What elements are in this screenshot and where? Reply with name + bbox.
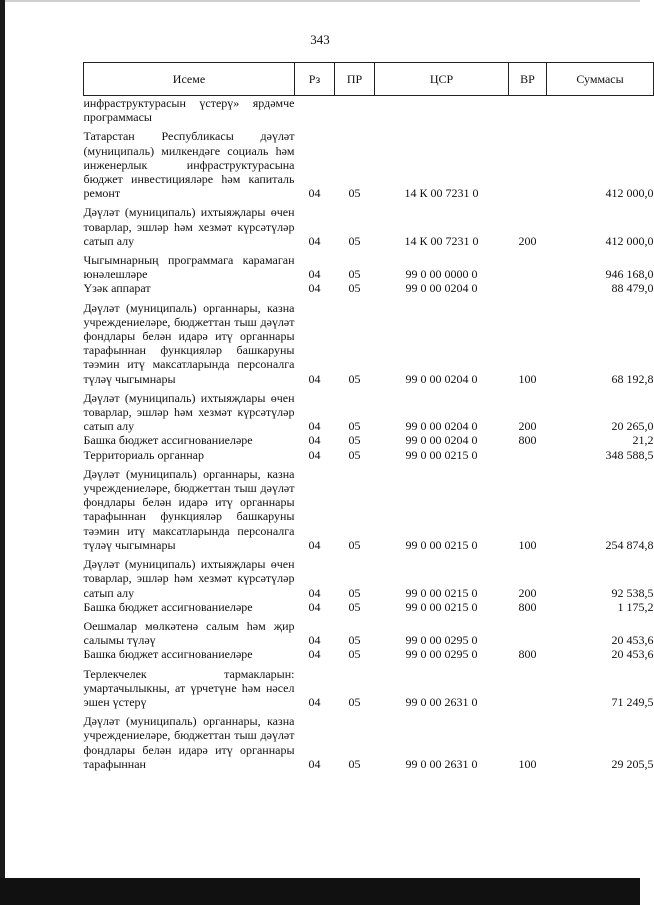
- row-pr: 05: [348, 433, 361, 448]
- row-vr: [509, 124, 547, 200]
- row-sum: 21,2: [632, 433, 654, 448]
- row-rz: 04: [308, 633, 321, 648]
- scan-left-edge: [0, 0, 5, 905]
- table-row: [84, 709, 654, 771]
- row-sum: 71 249,5: [611, 694, 654, 709]
- table-row: [84, 662, 654, 710]
- row-csr: 99 0 00 0215 0: [405, 599, 478, 614]
- row-csr: 99 0 00 0295 0: [405, 647, 478, 662]
- row-pr: 05: [348, 537, 361, 552]
- row-pr: 05: [348, 186, 361, 201]
- row-rz: 04: [308, 233, 321, 248]
- row-vr: 100: [518, 371, 537, 386]
- row-pr: 05: [348, 647, 361, 662]
- budget-table: [83, 62, 654, 771]
- scan-bottom-edge: [0, 878, 640, 905]
- row-sum: 946 168,0: [605, 267, 654, 282]
- row-csr: 99 0 00 0204 0: [405, 371, 478, 386]
- table-row: [84, 296, 654, 386]
- row-sum: 29 205,5: [611, 756, 654, 771]
- page-number: 343: [310, 32, 330, 47]
- row-vr: [509, 281, 547, 295]
- row-rz: 04: [308, 433, 321, 448]
- row-csr: 99 0 00 0215 0: [405, 537, 478, 552]
- row-pr: 05: [348, 371, 361, 386]
- row-vr: 800: [518, 599, 537, 614]
- row-vr: [509, 662, 547, 710]
- row-sum: [547, 96, 654, 125]
- row-name: Дәүләт (муниципаль) ихтыяҗлары өчен товарлар, эшләр һәм хезмәт күрсәтүләр сатып алу: [83, 390, 295, 434]
- row-csr: 99 0 00 0295 0: [405, 633, 478, 648]
- row-rz: 04: [308, 537, 321, 552]
- row-vr: [509, 614, 547, 647]
- row-csr: 14 К 00 7231 0: [404, 233, 479, 248]
- table-row: [84, 386, 654, 434]
- row-rz: 04: [308, 267, 321, 282]
- row-name: Башка бюджет ассигнованиеләре: [83, 433, 253, 448]
- row-pr: 05: [348, 233, 361, 248]
- row-sum: 348 588,5: [605, 447, 654, 462]
- row-pr: 05: [348, 267, 361, 282]
- row-name: Чыгымнарның программага карамаган юнәлешләре: [83, 253, 295, 282]
- row-sum: 1 175,2: [617, 599, 654, 614]
- row-pr: 05: [348, 599, 361, 614]
- row-vr: 200: [518, 419, 537, 434]
- row-rz: 04: [308, 647, 321, 662]
- row-sum: 412 000,0: [605, 186, 654, 201]
- row-csr: 99 0 00 2631 0: [405, 694, 478, 709]
- row-sum: 68 192,8: [611, 371, 654, 386]
- row-sum: 92 538,5: [611, 585, 654, 600]
- row-csr: 99 0 00 0215 0: [405, 585, 478, 600]
- row-vr: [509, 248, 547, 281]
- row-vr: 200: [518, 233, 537, 248]
- header-csr: ЦСР: [375, 63, 509, 96]
- row-sum: 20 453,6: [611, 647, 654, 662]
- row-sum: 20 453,6: [611, 633, 654, 648]
- row-vr: 800: [518, 433, 537, 448]
- row-pr: 05: [348, 585, 361, 600]
- row-pr: 05: [348, 447, 361, 462]
- row-rz: 04: [308, 447, 321, 462]
- row-csr: 99 0 00 0204 0: [405, 281, 478, 296]
- table-row: [84, 281, 654, 295]
- row-sum: 254 874,8: [605, 537, 654, 552]
- header-row: [84, 63, 654, 96]
- row-rz: 04: [308, 186, 321, 201]
- row-csr: 99 0 00 0000 0: [405, 267, 478, 282]
- row-sum: 412 000,0: [605, 233, 654, 248]
- row-rz: 04: [308, 756, 321, 771]
- row-pr: [335, 96, 375, 125]
- table-row: [84, 448, 654, 462]
- row-name: Дәүләт (муниципаль) органнары, казна учреждениеләре, бюджеттан тыш дәүләт фондлары белән идарә итү органнары тарафыннан функцияләр башкаруны тәэмин итү максатларында персоналга түләү чыгымнары: [83, 300, 295, 386]
- table-body: [84, 96, 654, 771]
- header-name: Исеме: [84, 63, 295, 96]
- row-name: Татарстан Республикасы дәүләт (муниципаль) милкендәге социаль һәм инженерлык инфраструктурасына бюджет инвестицияләре һәм капиталь ремонт: [83, 129, 295, 201]
- row-name: Башка бюджет ассигнованиеләре: [83, 647, 253, 662]
- row-vr: [509, 448, 547, 462]
- row-name: Дәүләт (муниципаль) органнары, казна учреждениеләре, бюджеттан тыш дәүләт фондлары белән идарә итү органнары тарафыннан: [83, 714, 295, 771]
- row-name: Башка бюджет ассигнованиеләре: [83, 599, 253, 614]
- table-row: [84, 552, 654, 600]
- table-row: [84, 600, 654, 614]
- row-pr: 05: [348, 419, 361, 434]
- row-rz: 04: [308, 585, 321, 600]
- row-name: Дәүләт (муниципаль) ихтыяҗлары өчен товарлар, эшләр һәм хезмәт күрсәтүләр сатып алу: [83, 205, 295, 248]
- row-vr: [509, 96, 547, 125]
- row-name: Дәүләт (муниципаль) ихтыяҗлары өчен товарлар, эшләр һәм хезмәт күрсәтүләр сатып алу: [83, 557, 295, 600]
- row-rz: 04: [308, 281, 321, 296]
- row-csr: 99 0 00 0204 0: [405, 433, 478, 448]
- row-pr: 05: [348, 694, 361, 709]
- row-vr: 100: [518, 756, 537, 771]
- row-name: Оешмалар мөлкәтенә салым һәм җир салымы түләү: [83, 618, 295, 648]
- row-name: Дәүләт (муниципаль) органнары, казна учреждениеләре, бюджеттан тыш дәүләт фондлары белән идарә итү органнары тарафыннан функцияләр башкаруны тәэмин итү максатларында персоналга түләү чыгымнары: [83, 466, 295, 552]
- row-rz: 04: [308, 371, 321, 386]
- row-vr: 100: [518, 537, 537, 552]
- row-name: Терлекчелек тармакларын: умартачылыкны, ат үрчетүне һәм нәсел эшен үстерү: [83, 666, 295, 709]
- table-row: [84, 614, 654, 647]
- header-vr: ВР: [509, 63, 547, 96]
- row-pr: 05: [348, 756, 361, 771]
- row-sum: 88 479,0: [611, 281, 654, 296]
- row-csr: 99 0 00 0204 0: [405, 419, 478, 434]
- row-sum: 20 265,0: [611, 419, 654, 434]
- row-csr: 99 0 00 2631 0: [405, 756, 478, 771]
- table-row: [84, 647, 654, 661]
- header-rz: Рз: [295, 63, 335, 96]
- row-vr: 800: [518, 647, 537, 662]
- row-vr: 200: [518, 585, 537, 600]
- row-csr: 14 К 00 7231 0: [404, 186, 479, 201]
- table-header: [84, 63, 654, 96]
- row-name: инфраструктурасын үстерү» ярдәмче программасы: [83, 96, 295, 125]
- table-row: [84, 124, 654, 200]
- row-csr: 99 0 00 0215 0: [405, 447, 478, 462]
- row-rz: [295, 96, 335, 125]
- row-rz: 04: [308, 419, 321, 434]
- row-rz: 04: [308, 694, 321, 709]
- table-row: [84, 248, 654, 281]
- row-pr: 05: [348, 633, 361, 648]
- table-row: [84, 200, 654, 248]
- row-csr: [375, 96, 509, 125]
- table-row: [84, 433, 654, 447]
- row-rz: 04: [308, 599, 321, 614]
- row-pr: 05: [348, 281, 361, 296]
- table-row: [84, 462, 654, 552]
- row-name: Үзәк аппарат: [83, 281, 151, 296]
- header-pr: ПР: [335, 63, 375, 96]
- header-sum: Суммасы: [547, 63, 654, 96]
- table-row: [84, 96, 654, 125]
- scan-top-edge: [0, 0, 640, 2]
- row-name: Территориаль органнар: [83, 447, 204, 462]
